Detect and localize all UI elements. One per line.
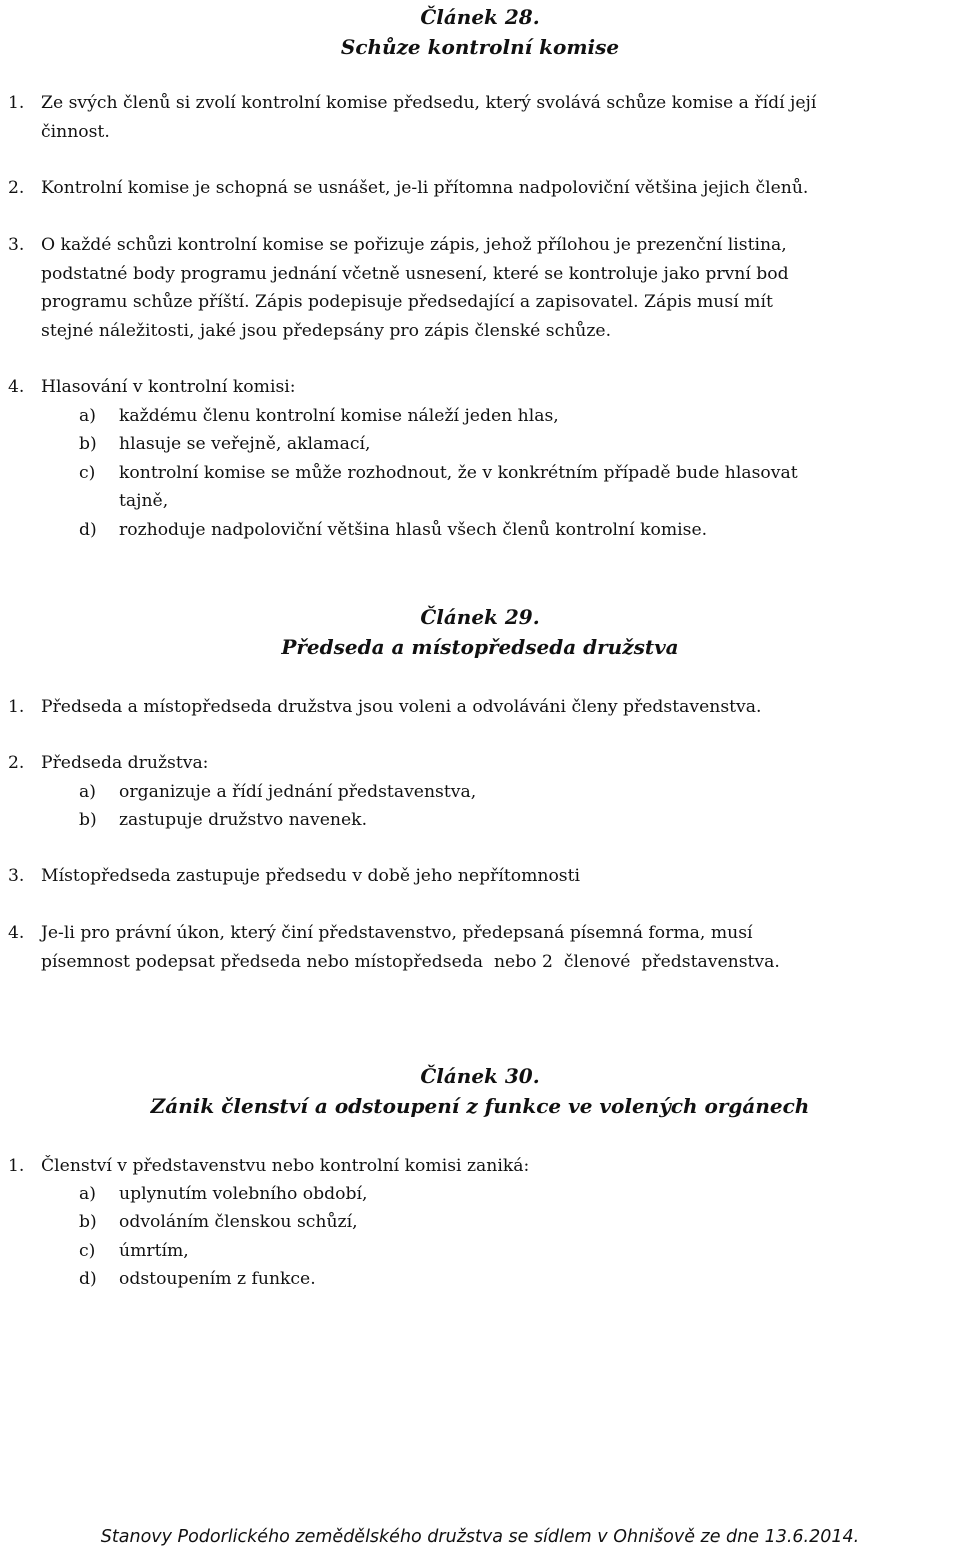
article-28-item-2: [8, 174, 956, 203]
article-29-item-2: [8, 749, 956, 778]
reason-d: [79, 1265, 316, 1294]
voting-item-c-cont: tajně,: [119, 491, 169, 511]
item-number: 4.: [8, 377, 25, 397]
item-text: Ze svých členů si zvolí kontrolní komise předsedu, který svolává schůze komise a řídí její: [41, 93, 817, 113]
article-30-title: Zánik členství a odstoupení z funkce ve volených orgánech: [150, 1094, 810, 1118]
voting-item-a: [79, 402, 559, 431]
sub-letter: a): [79, 406, 96, 426]
article-28-item-3-line-4: stejné náležitosti, jaké jsou předepsány pro zápis členské schůze.: [41, 321, 612, 341]
article-29-heading: Článek 29.: [420, 605, 540, 629]
sub-text: úmrtím,: [119, 1241, 189, 1261]
sub-letter: c): [79, 463, 96, 483]
sub-text: zastupuje družstvo navenek.: [119, 810, 368, 830]
article-29-item-1: [8, 693, 956, 722]
item-text: O každé schůzi kontrolní komise se pořizuje zápis, jehož přílohou je prezenční listina,: [41, 235, 787, 255]
sub-letter: a): [79, 1184, 96, 1204]
article-30-item-1: [8, 1152, 956, 1181]
sub-text: hlasuje se veřejně, aklamací,: [119, 434, 371, 454]
article-29-item-4: [8, 919, 956, 948]
article-29-item-3: [8, 862, 956, 891]
chair-duty-b: [79, 806, 367, 835]
article-28-item-3-line-3: programu schůze příští. Zápis podepisuje předsedající a zapisovatel. Zápis musí mít: [41, 292, 773, 312]
item-text: Předseda družstva:: [41, 753, 209, 773]
article-28-item-1: [8, 89, 956, 118]
article-28-item-4: [8, 373, 956, 402]
reason-b: [79, 1208, 358, 1237]
item-text: Hlasování v kontrolní komisi:: [41, 377, 296, 397]
item-text: Je-li pro právní úkon, který činí představenstvo, předepsaná písemná forma, musí: [41, 923, 753, 943]
voting-item-c: [79, 459, 798, 488]
item-text: Členství v představenstvu nebo kontrolní komisi zaniká:: [41, 1156, 530, 1176]
item-text: Kontrolní komise je schopná se usnášet, je-li přítomna nadpoloviční většina jejich členů.: [41, 178, 809, 198]
sub-text: kontrolní komise se může rozhodnout, že v konkrétním případě bude hlasovat: [119, 463, 798, 483]
sub-letter: d): [79, 1269, 97, 1289]
sub-letter: b): [79, 810, 97, 830]
reason-a: [79, 1180, 367, 1209]
item-number: 4.: [8, 923, 25, 943]
item-number: 3.: [8, 866, 25, 886]
sub-text: rozhoduje nadpoloviční většina hlasů všech členů kontrolní komise.: [119, 520, 708, 540]
item-number: 1.: [8, 1156, 25, 1176]
sub-text: odstoupením z funkce.: [119, 1269, 316, 1289]
sub-letter: b): [79, 434, 97, 454]
sub-text: uplynutím volebního období,: [119, 1184, 368, 1204]
voting-item-b: [79, 430, 370, 459]
item-number: 2.: [8, 753, 25, 773]
sub-letter: b): [79, 1212, 97, 1232]
sub-text: odvoláním členskou schůzí,: [119, 1212, 358, 1232]
item-number: 1.: [8, 93, 25, 113]
article-29-item-4-cont: písemnost podepsat předseda nebo místopředseda nebo 2 členové představenstva.: [41, 952, 780, 972]
item-number: 2.: [8, 178, 25, 198]
item-number: 1.: [8, 697, 25, 717]
sub-letter: c): [79, 1241, 96, 1261]
article-28-title: Schůze kontrolní komise: [340, 35, 620, 59]
article-28-item-3: [8, 231, 956, 260]
article-28-heading: Článek 28.: [420, 5, 540, 29]
item-text: Místopředseda zastupuje předsedu v době jeho nepřítomnosti: [41, 866, 581, 886]
chair-duty-a: [79, 778, 476, 807]
sub-letter: a): [79, 782, 96, 802]
sub-letter: d): [79, 520, 97, 540]
article-29-title: Předseda a místopředseda družstva: [281, 635, 679, 659]
article-28-item-1-cont: činnost.: [41, 122, 110, 142]
reason-c: [79, 1237, 189, 1266]
sub-text: každému členu kontrolní komise náleží jeden hlas,: [119, 406, 559, 426]
item-number: 3.: [8, 235, 25, 255]
item-text: Předseda a místopředseda družstva jsou voleni a odvoláváni členy představenstva.: [41, 697, 762, 717]
voting-item-d: [79, 516, 707, 545]
sub-text: organizuje a řídí jednání představenstva,: [119, 782, 477, 802]
page-footer: Stanovy Podorlického zemědělského družstva se sídlem v Ohnišově ze dne 13.6.2014.: [100, 1527, 860, 1547]
article-30-heading: Článek 30.: [420, 1064, 540, 1088]
article-28-item-3-line-2: podstatné body programu jednání včetně usnesení, které se kontroluje jako první bod: [41, 264, 789, 284]
